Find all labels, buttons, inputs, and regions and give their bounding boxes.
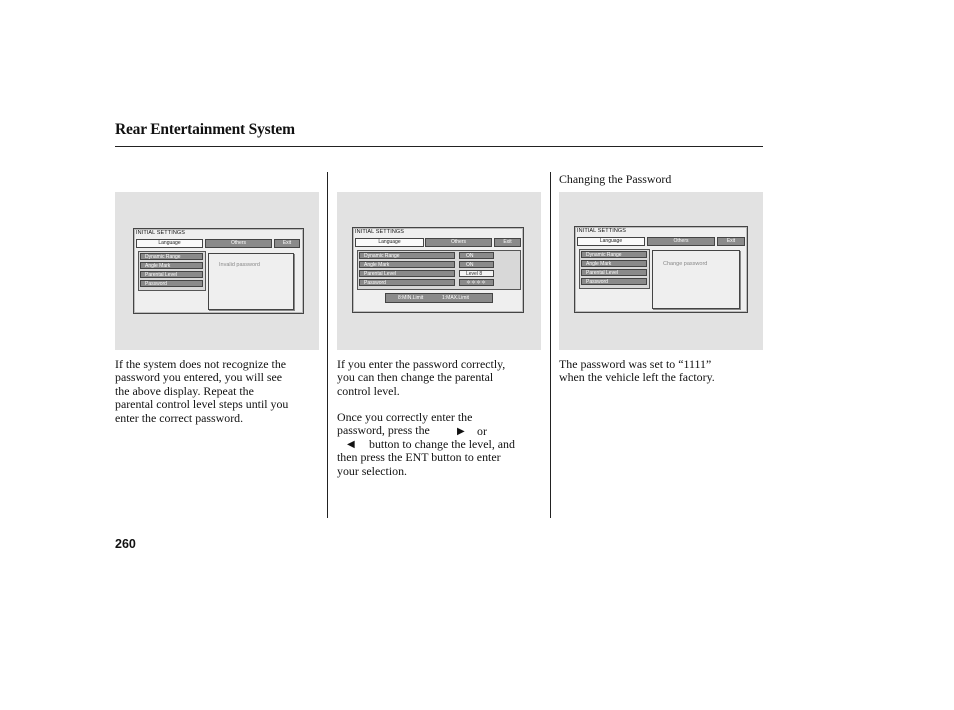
list-item-angle-mark: Angle Mark (359, 261, 455, 268)
max-limit-label: 1:MAX.Limit (442, 295, 469, 301)
level-limit-bar (385, 293, 493, 303)
settings-list (579, 249, 650, 289)
list-item-password: Password (581, 278, 647, 285)
figure-caption: Changing the Password (559, 172, 672, 186)
message-text: Change password (663, 261, 708, 267)
message-text: Invalid password (219, 262, 260, 268)
value-password: ＊＊＊＊ (459, 279, 494, 286)
middle-column-text-1: If you enter the password correctly, you can then change the parental control level. (337, 357, 506, 398)
middle-column-text-2b: button to change the level, and then press the ENT button to enter your selection. (337, 437, 515, 478)
tab-exit: Exit (717, 237, 745, 246)
tab-others: Others (205, 239, 272, 248)
tab-language: Language (577, 237, 645, 246)
figure-panel-2 (337, 192, 541, 350)
tab-language: Language (355, 238, 424, 247)
message-box (652, 250, 740, 309)
tab-language: Language (136, 239, 203, 248)
list-item-password: Password (140, 280, 203, 287)
value-angle-mark: ON (459, 261, 494, 268)
column-divider-1 (327, 172, 328, 518)
settings-screen-3 (574, 226, 748, 313)
middle-column-text-2a: Once you correctly enter the password, press the (337, 410, 473, 438)
value-parental-level: Level 8 (459, 270, 494, 277)
settings-list (138, 251, 206, 291)
screen-title: INITIAL SETTINGS (355, 229, 405, 235)
list-item-password: Password (359, 279, 455, 286)
tab-exit: Exit (274, 239, 300, 248)
list-item-parental-level: Parental Level (359, 270, 455, 277)
left-column-text: If the system does not recognize the password you entered, you will see the above display. Repeat the parental control level steps until you enter the correct password. (115, 357, 289, 425)
message-box (208, 253, 294, 310)
tab-exit: Exit (494, 238, 521, 247)
screen-title: INITIAL SETTINGS (577, 228, 627, 234)
list-item-parental-level: Parental Level (140, 271, 203, 278)
right-arrow-icon: ▶ (457, 426, 465, 437)
list-item-dynamic-range: Dynamic Range (359, 252, 455, 259)
settings-screen-2 (352, 227, 524, 313)
tab-others: Others (425, 238, 492, 247)
settings-list (357, 250, 521, 290)
figure-panel-1 (115, 192, 319, 350)
left-arrow-icon: ◀ (347, 439, 355, 450)
screen-title: INITIAL SETTINGS (136, 230, 186, 236)
right-column-text: The password was set to “1111” when the vehicle left the factory. (559, 357, 715, 385)
page-number: 260 (115, 537, 136, 551)
figure-panel-3 (559, 192, 763, 350)
middle-column-text-or: or (477, 424, 487, 438)
column-divider-2 (550, 172, 551, 518)
list-item-angle-mark: Angle Mark (140, 262, 203, 269)
tab-others: Others (647, 237, 715, 246)
min-limit-label: 8:MIN.Limit (398, 295, 424, 301)
list-item-dynamic-range: Dynamic Range (581, 251, 647, 258)
list-item-angle-mark: Angle Mark (581, 260, 647, 267)
value-dynamic-range: ON (459, 252, 494, 259)
list-item-dynamic-range: Dynamic Range (140, 253, 203, 260)
settings-screen-1 (133, 228, 304, 314)
page-title: Rear Entertainment System (115, 121, 295, 138)
header-rule (115, 146, 763, 147)
list-item-parental-level: Parental Level (581, 269, 647, 276)
